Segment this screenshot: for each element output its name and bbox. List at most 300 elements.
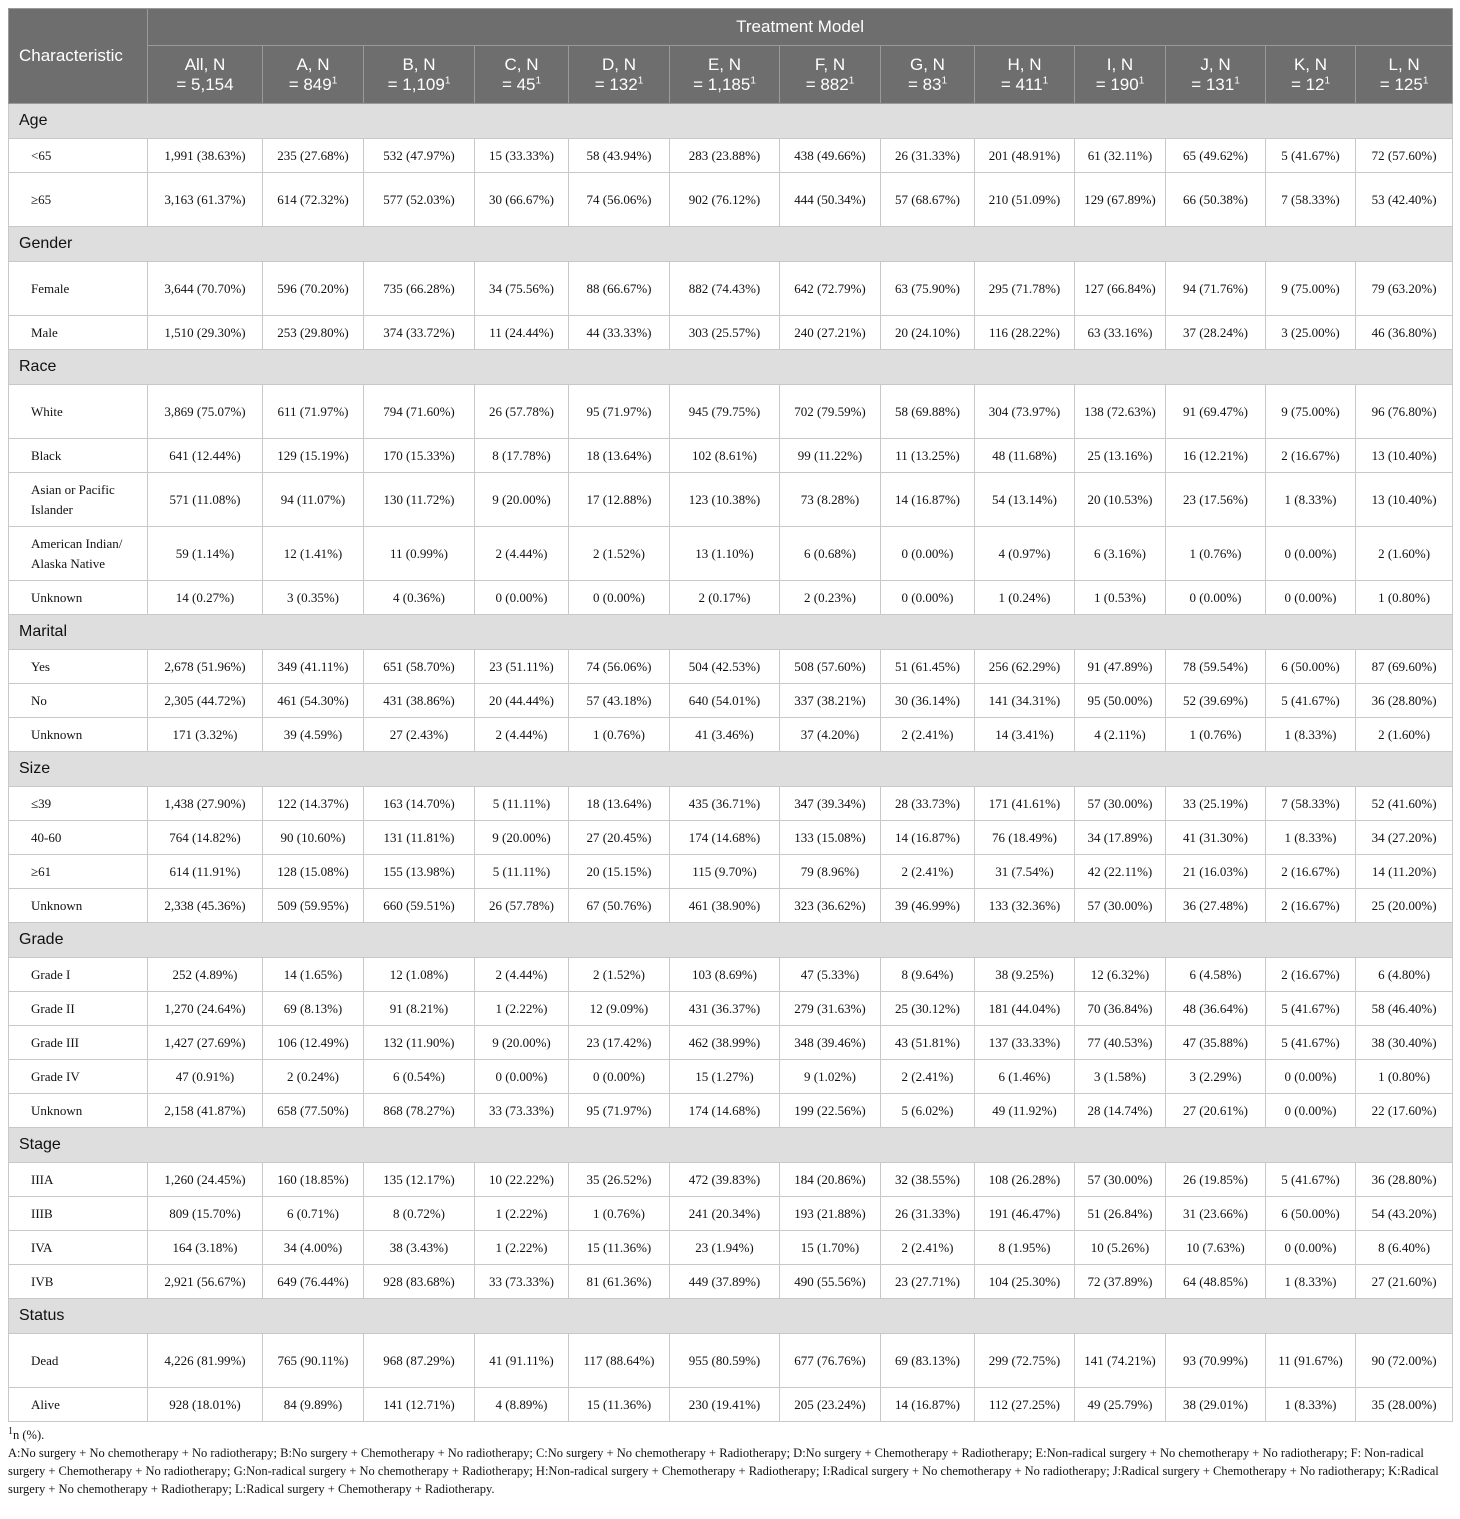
table-cell: 14 (16.87%) xyxy=(881,821,975,855)
table-cell: 4 (0.36%) xyxy=(364,581,475,615)
table-cell: 95 (50.00%) xyxy=(1075,684,1166,718)
table-cell: 295 (71.78%) xyxy=(975,262,1075,316)
table-cell: 27 (2.43%) xyxy=(364,718,475,752)
row-label: No xyxy=(9,684,148,718)
column-header-count: = 1,185 xyxy=(693,74,751,94)
table-cell: 2 (2.41%) xyxy=(881,718,975,752)
table-cell: 18 (13.64%) xyxy=(569,787,670,821)
table-cell: 809 (15.70%) xyxy=(148,1197,263,1231)
table-cell: 14 (0.27%) xyxy=(148,581,263,615)
table-cell: 6 (0.54%) xyxy=(364,1060,475,1094)
column-header xyxy=(780,46,881,104)
column-header-count: = 1,109 xyxy=(387,74,445,94)
table-cell: 5 (41.67%) xyxy=(1266,684,1356,718)
row-label: American Indian/ Alaska Native xyxy=(9,527,148,581)
table-cell: 57 (30.00%) xyxy=(1075,1163,1166,1197)
table-cell: 25 (13.16%) xyxy=(1075,439,1166,473)
table-cell: 8 (1.95%) xyxy=(975,1231,1075,1265)
table-cell: 8 (9.64%) xyxy=(881,958,975,992)
table-row xyxy=(9,718,1453,752)
table-cell: 2,158 (41.87%) xyxy=(148,1094,263,1128)
table-cell: 4 (2.11%) xyxy=(1075,718,1166,752)
table-cell: 1 (2.22%) xyxy=(475,1231,569,1265)
table-cell: 133 (32.36%) xyxy=(975,889,1075,923)
row-label: <65 xyxy=(9,139,148,173)
table-cell: 106 (12.49%) xyxy=(263,1026,364,1060)
table-cell: 8 (17.78%) xyxy=(475,439,569,473)
table-cell: 303 (25.57%) xyxy=(670,316,780,350)
table-cell: 181 (44.04%) xyxy=(975,992,1075,1026)
table-cell: 78 (59.54%) xyxy=(1166,650,1266,684)
table-cell: 5 (41.67%) xyxy=(1266,992,1356,1026)
table-cell: 116 (28.22%) xyxy=(975,316,1075,350)
table-cell: 10 (7.63%) xyxy=(1166,1231,1266,1265)
table-cell: 6 (50.00%) xyxy=(1266,1197,1356,1231)
table-cell: 23 (1.94%) xyxy=(670,1231,780,1265)
table-row xyxy=(9,316,1453,350)
column-header xyxy=(1356,46,1453,104)
table-cell: 23 (27.71%) xyxy=(881,1265,975,1299)
characteristics-table xyxy=(8,8,1453,1422)
table-cell: 34 (4.00%) xyxy=(263,1231,364,1265)
table-cell: 5 (41.67%) xyxy=(1266,1026,1356,1060)
table-cell: 304 (73.97%) xyxy=(975,385,1075,439)
table-cell: 2 (2.41%) xyxy=(881,855,975,889)
table-row xyxy=(9,527,1453,581)
column-header-count: = 12 xyxy=(1290,74,1325,94)
table-cell: 104 (25.30%) xyxy=(975,1265,1075,1299)
table-cell: 141 (12.71%) xyxy=(364,1388,475,1422)
row-label: Asian or Pacific Islander xyxy=(9,473,148,527)
section-title: Marital xyxy=(9,615,1453,650)
column-header-count: = 190 xyxy=(1095,74,1139,94)
table-cell: 3 (1.58%) xyxy=(1075,1060,1166,1094)
table-cell: 47 (5.33%) xyxy=(780,958,881,992)
table-cell: 94 (71.76%) xyxy=(1166,262,1266,316)
table-body xyxy=(9,104,1453,1422)
table-cell: 31 (23.66%) xyxy=(1166,1197,1266,1231)
treatment-model-header: Treatment Model xyxy=(148,9,1453,46)
table-cell: 1 (8.33%) xyxy=(1266,1388,1356,1422)
table-cell: 1,438 (27.90%) xyxy=(148,787,263,821)
table-cell: 58 (69.88%) xyxy=(881,385,975,439)
table-cell: 2 (1.52%) xyxy=(569,527,670,581)
table-cell: 79 (63.20%) xyxy=(1356,262,1453,316)
table-cell: 48 (11.68%) xyxy=(975,439,1075,473)
table-cell: 38 (3.43%) xyxy=(364,1231,475,1265)
table-cell: 882 (74.43%) xyxy=(670,262,780,316)
table-cell: 34 (27.20%) xyxy=(1356,821,1453,855)
footnote-marker: 1 xyxy=(637,75,644,87)
table-cell: 509 (59.95%) xyxy=(263,889,364,923)
table-cell: 955 (80.59%) xyxy=(670,1334,780,1388)
table-cell: 9 (20.00%) xyxy=(475,821,569,855)
table-cell: 299 (72.75%) xyxy=(975,1334,1075,1388)
table-cell: 1 (8.33%) xyxy=(1266,718,1356,752)
table-cell: 438 (49.66%) xyxy=(780,139,881,173)
table-cell: 133 (15.08%) xyxy=(780,821,881,855)
table-cell: 210 (51.09%) xyxy=(975,173,1075,227)
table-cell: 91 (47.89%) xyxy=(1075,650,1166,684)
table-cell: 611 (71.97%) xyxy=(263,385,364,439)
table-cell: 928 (18.01%) xyxy=(148,1388,263,1422)
table-cell: 15 (33.33%) xyxy=(475,139,569,173)
column-header-count: = 411 xyxy=(1000,74,1043,94)
table-cell: 52 (39.69%) xyxy=(1166,684,1266,718)
table-cell: 15 (1.27%) xyxy=(670,1060,780,1094)
table-cell: 47 (0.91%) xyxy=(148,1060,263,1094)
table-cell: 3 (0.35%) xyxy=(263,581,364,615)
table-cell: 61 (32.11%) xyxy=(1075,139,1166,173)
table-cell: 5 (41.67%) xyxy=(1266,1163,1356,1197)
table-cell: 1 (0.80%) xyxy=(1356,581,1453,615)
table-cell: 651 (58.70%) xyxy=(364,650,475,684)
table-cell: 15 (11.36%) xyxy=(569,1231,670,1265)
table-cell: 764 (14.82%) xyxy=(148,821,263,855)
footnote-marker: 1 xyxy=(750,75,756,87)
table-cell: 1 (0.76%) xyxy=(569,1197,670,1231)
row-label: Yes xyxy=(9,650,148,684)
table-cell: 201 (48.91%) xyxy=(975,139,1075,173)
table-cell: 26 (31.33%) xyxy=(881,139,975,173)
column-header-name: J, N xyxy=(1200,54,1231,74)
table-cell: 2 (2.41%) xyxy=(881,1060,975,1094)
row-label: Black xyxy=(9,439,148,473)
footnote-marker: 1 xyxy=(1138,75,1145,87)
table-cell: 504 (42.53%) xyxy=(670,650,780,684)
table-cell: 16 (12.21%) xyxy=(1166,439,1266,473)
table-cell: 2 (1.60%) xyxy=(1356,718,1453,752)
table-cell: 32 (38.55%) xyxy=(881,1163,975,1197)
table-cell: 39 (46.99%) xyxy=(881,889,975,923)
table-cell: 1,510 (29.30%) xyxy=(148,316,263,350)
table-cell: 31 (7.54%) xyxy=(975,855,1075,889)
table-cell: 3 (2.29%) xyxy=(1166,1060,1266,1094)
row-label: IIIA xyxy=(9,1163,148,1197)
footnote-marker: 1 xyxy=(1234,75,1240,87)
row-label: 40-60 xyxy=(9,821,148,855)
table-cell: 6 (0.68%) xyxy=(780,527,881,581)
table-cell: 81 (61.36%) xyxy=(569,1265,670,1299)
table-cell: 1 (0.80%) xyxy=(1356,1060,1453,1094)
table-cell: 63 (75.90%) xyxy=(881,262,975,316)
footnote-marker: 1 xyxy=(535,75,542,87)
table-cell: 95 (71.97%) xyxy=(569,385,670,439)
column-header xyxy=(364,46,475,104)
table-cell: 0 (0.00%) xyxy=(1266,1094,1356,1128)
table-cell: 0 (0.00%) xyxy=(1266,1231,1356,1265)
table-cell: 115 (9.70%) xyxy=(670,855,780,889)
column-header xyxy=(881,46,975,104)
table-cell: 160 (18.85%) xyxy=(263,1163,364,1197)
column-header-count: = 83 xyxy=(907,74,942,94)
table-cell: 2 (4.44%) xyxy=(475,958,569,992)
table-cell: 77 (40.53%) xyxy=(1075,1026,1166,1060)
table-cell: 13 (10.40%) xyxy=(1356,473,1453,527)
table-cell: 374 (33.72%) xyxy=(364,316,475,350)
table-row xyxy=(9,385,1453,439)
table-cell: 128 (15.08%) xyxy=(263,855,364,889)
table-cell: 2 (0.17%) xyxy=(670,581,780,615)
table-cell: 63 (33.16%) xyxy=(1075,316,1166,350)
row-label: Dead xyxy=(9,1334,148,1388)
footnote-marker: 1 xyxy=(941,75,948,87)
table-cell: 431 (36.37%) xyxy=(670,992,780,1026)
table-cell: 205 (23.24%) xyxy=(780,1388,881,1422)
footnote-marker: 1 xyxy=(1324,75,1331,87)
row-label: Grade III xyxy=(9,1026,148,1060)
table-cell: 2,921 (56.67%) xyxy=(148,1265,263,1299)
table-cell: 235 (27.68%) xyxy=(263,139,364,173)
table-cell: 127 (66.84%) xyxy=(1075,262,1166,316)
table-cell: 41 (31.30%) xyxy=(1166,821,1266,855)
table-cell: 7 (58.33%) xyxy=(1266,173,1356,227)
table-cell: 12 (1.08%) xyxy=(364,958,475,992)
table-cell: 33 (25.19%) xyxy=(1166,787,1266,821)
column-header-count: = 132 xyxy=(594,74,638,94)
table-cell: 20 (24.10%) xyxy=(881,316,975,350)
table-cell: 9 (20.00%) xyxy=(475,1026,569,1060)
table-cell: 2 (4.44%) xyxy=(475,718,569,752)
table-cell: 130 (11.72%) xyxy=(364,473,475,527)
section-row xyxy=(9,104,1453,139)
table-cell: 2 (1.52%) xyxy=(569,958,670,992)
column-header-name: E, N xyxy=(707,54,742,74)
table-cell: 38 (29.01%) xyxy=(1166,1388,1266,1422)
table-cell: 10 (5.26%) xyxy=(1075,1231,1166,1265)
table-cell: 95 (71.97%) xyxy=(569,1094,670,1128)
table-cell: 0 (0.00%) xyxy=(1266,1060,1356,1094)
table-cell: 8 (0.72%) xyxy=(364,1197,475,1231)
table-cell: 20 (44.44%) xyxy=(475,684,569,718)
table-cell: 155 (13.98%) xyxy=(364,855,475,889)
table-cell: 14 (1.65%) xyxy=(263,958,364,992)
table-cell: 2 (0.24%) xyxy=(263,1060,364,1094)
footnotes xyxy=(8,1426,1452,1498)
table-cell: 1 (0.76%) xyxy=(1166,718,1266,752)
table-cell: 18 (13.64%) xyxy=(569,439,670,473)
table-cell: 658 (77.50%) xyxy=(263,1094,364,1128)
table-cell: 347 (39.34%) xyxy=(780,787,881,821)
table-cell: 135 (12.17%) xyxy=(364,1163,475,1197)
table-cell: 58 (43.94%) xyxy=(569,139,670,173)
table-cell: 230 (19.41%) xyxy=(670,1388,780,1422)
row-label: Grade IV xyxy=(9,1060,148,1094)
section-title: Status xyxy=(9,1299,1453,1334)
table-row xyxy=(9,439,1453,473)
table-cell: 461 (38.90%) xyxy=(670,889,780,923)
table-row xyxy=(9,1334,1453,1388)
table-row xyxy=(9,1026,1453,1060)
table-cell: 69 (8.13%) xyxy=(263,992,364,1026)
table-row xyxy=(9,1163,1453,1197)
table-cell: 65 (49.62%) xyxy=(1166,139,1266,173)
table-cell: 0 (0.00%) xyxy=(569,1060,670,1094)
table-cell: 4 (0.97%) xyxy=(975,527,1075,581)
footnote-n-percent-text: n (%). xyxy=(13,1428,45,1442)
table-cell: 2 (16.67%) xyxy=(1266,439,1356,473)
row-label: White xyxy=(9,385,148,439)
table-cell: 2 (16.67%) xyxy=(1266,855,1356,889)
table-cell: 26 (57.78%) xyxy=(475,385,569,439)
column-header-name: C, N xyxy=(504,54,539,74)
table-cell: 51 (61.45%) xyxy=(881,650,975,684)
table-row xyxy=(9,821,1453,855)
footnote-marker: 1 xyxy=(1422,75,1429,87)
table-cell: 191 (46.47%) xyxy=(975,1197,1075,1231)
table-row xyxy=(9,139,1453,173)
table-cell: 17 (12.88%) xyxy=(569,473,670,527)
table-cell: 3,644 (70.70%) xyxy=(148,262,263,316)
table-cell: 91 (69.47%) xyxy=(1166,385,1266,439)
table-cell: 1 (0.76%) xyxy=(569,718,670,752)
table-cell: 170 (15.33%) xyxy=(364,439,475,473)
table-cell: 79 (8.96%) xyxy=(780,855,881,889)
table-cell: 103 (8.69%) xyxy=(670,958,780,992)
table-cell: 2 (16.67%) xyxy=(1266,958,1356,992)
table-cell: 66 (50.38%) xyxy=(1166,173,1266,227)
table-cell: 1,270 (24.64%) xyxy=(148,992,263,1026)
row-label: Unknown xyxy=(9,581,148,615)
table-cell: 2 (4.44%) xyxy=(475,527,569,581)
table-cell: 88 (66.67%) xyxy=(569,262,670,316)
table-cell: 129 (15.19%) xyxy=(263,439,364,473)
table-cell: 53 (42.40%) xyxy=(1356,173,1453,227)
table-cell: 0 (0.00%) xyxy=(475,581,569,615)
table-cell: 1 (2.22%) xyxy=(475,1197,569,1231)
table-cell: 2 (1.60%) xyxy=(1356,527,1453,581)
table-row xyxy=(9,1197,1453,1231)
table-cell: 337 (38.21%) xyxy=(780,684,881,718)
table-cell: 36 (28.80%) xyxy=(1356,684,1453,718)
table-cell: 23 (17.42%) xyxy=(569,1026,670,1060)
table-cell: 3 (25.00%) xyxy=(1266,316,1356,350)
table-cell: 571 (11.08%) xyxy=(148,473,263,527)
column-header-count: = 45 xyxy=(501,74,536,94)
table-cell: 23 (17.56%) xyxy=(1166,473,1266,527)
table-cell: 435 (36.71%) xyxy=(670,787,780,821)
table-cell: 70 (36.84%) xyxy=(1075,992,1166,1026)
table-cell: 72 (37.89%) xyxy=(1075,1265,1166,1299)
table-row xyxy=(9,992,1453,1026)
table-row xyxy=(9,958,1453,992)
table-cell: 34 (75.56%) xyxy=(475,262,569,316)
table-cell: 44 (33.33%) xyxy=(569,316,670,350)
column-header-row xyxy=(9,46,1453,104)
table-cell: 794 (71.60%) xyxy=(364,385,475,439)
table-cell: 348 (39.46%) xyxy=(780,1026,881,1060)
table-cell: 11 (24.44%) xyxy=(475,316,569,350)
table-cell: 1 (2.22%) xyxy=(475,992,569,1026)
row-label: ≥61 xyxy=(9,855,148,889)
table-row xyxy=(9,855,1453,889)
table-cell: 123 (10.38%) xyxy=(670,473,780,527)
table-header xyxy=(9,9,1453,104)
table-cell: 164 (3.18%) xyxy=(148,1231,263,1265)
table-cell: 2,338 (45.36%) xyxy=(148,889,263,923)
table-cell: 6 (4.58%) xyxy=(1166,958,1266,992)
table-cell: 1,260 (24.45%) xyxy=(148,1163,263,1197)
section-row xyxy=(9,1128,1453,1163)
table-cell: 28 (14.74%) xyxy=(1075,1094,1166,1128)
table-cell: 253 (29.80%) xyxy=(263,316,364,350)
table-row xyxy=(9,1094,1453,1128)
table-row xyxy=(9,1265,1453,1299)
section-row xyxy=(9,615,1453,650)
section-row xyxy=(9,1299,1453,1334)
table-cell: 99 (11.22%) xyxy=(780,439,881,473)
table-cell: 132 (11.90%) xyxy=(364,1026,475,1060)
table-cell: 252 (4.89%) xyxy=(148,958,263,992)
table-cell: 51 (26.84%) xyxy=(1075,1197,1166,1231)
table-cell: 141 (74.21%) xyxy=(1075,1334,1166,1388)
section-row xyxy=(9,752,1453,787)
table-cell: 462 (38.99%) xyxy=(670,1026,780,1060)
table-cell: 87 (69.60%) xyxy=(1356,650,1453,684)
table-row xyxy=(9,173,1453,227)
table-cell: 43 (51.81%) xyxy=(881,1026,975,1060)
table-cell: 73 (8.28%) xyxy=(780,473,881,527)
row-label: Alive xyxy=(9,1388,148,1422)
table-cell: 765 (90.11%) xyxy=(263,1334,364,1388)
section-title: Size xyxy=(9,752,1453,787)
row-label: Grade I xyxy=(9,958,148,992)
table-cell: 28 (33.73%) xyxy=(881,787,975,821)
table-cell: 129 (67.89%) xyxy=(1075,173,1166,227)
table-row xyxy=(9,1060,1453,1094)
table-cell: 74 (56.06%) xyxy=(569,650,670,684)
table-cell: 33 (73.33%) xyxy=(475,1265,569,1299)
column-header xyxy=(1075,46,1166,104)
table-cell: 1 (8.33%) xyxy=(1266,821,1356,855)
table-cell: 49 (11.92%) xyxy=(975,1094,1075,1128)
table-cell: 54 (13.14%) xyxy=(975,473,1075,527)
table-cell: 90 (10.60%) xyxy=(263,821,364,855)
row-label: Grade II xyxy=(9,992,148,1026)
table-cell: 72 (57.60%) xyxy=(1356,139,1453,173)
table-cell: 184 (20.86%) xyxy=(780,1163,881,1197)
table-cell: 36 (27.48%) xyxy=(1166,889,1266,923)
column-header-name: G, N xyxy=(910,54,945,74)
table-cell: 902 (76.12%) xyxy=(670,173,780,227)
row-label: Female xyxy=(9,262,148,316)
table-cell: 57 (30.00%) xyxy=(1075,889,1166,923)
column-header-count: = 5,154 xyxy=(176,74,234,94)
table-cell: 117 (88.64%) xyxy=(569,1334,670,1388)
table-cell: 4,226 (81.99%) xyxy=(148,1334,263,1388)
column-header xyxy=(148,46,263,104)
row-label: Unknown xyxy=(9,1094,148,1128)
table-cell: 5 (11.11%) xyxy=(475,855,569,889)
table-cell: 41 (91.11%) xyxy=(475,1334,569,1388)
table-cell: 2 (16.67%) xyxy=(1266,889,1356,923)
table-cell: 6 (3.16%) xyxy=(1075,527,1166,581)
table-cell: 0 (0.00%) xyxy=(569,581,670,615)
table-cell: 57 (68.67%) xyxy=(881,173,975,227)
table-cell: 122 (14.37%) xyxy=(263,787,364,821)
table-cell: 928 (83.68%) xyxy=(364,1265,475,1299)
table-cell: 6 (0.71%) xyxy=(263,1197,364,1231)
column-header-name: D, N xyxy=(602,54,636,74)
table-cell: 2,678 (51.96%) xyxy=(148,650,263,684)
table-cell: 15 (11.36%) xyxy=(569,1388,670,1422)
column-header-name: All, N xyxy=(184,54,226,74)
column-header-count: = 849 xyxy=(288,74,332,94)
table-cell: 26 (31.33%) xyxy=(881,1197,975,1231)
table-cell: 21 (16.03%) xyxy=(1166,855,1266,889)
table-cell: 12 (9.09%) xyxy=(569,992,670,1026)
table-cell: 171 (3.32%) xyxy=(148,718,263,752)
